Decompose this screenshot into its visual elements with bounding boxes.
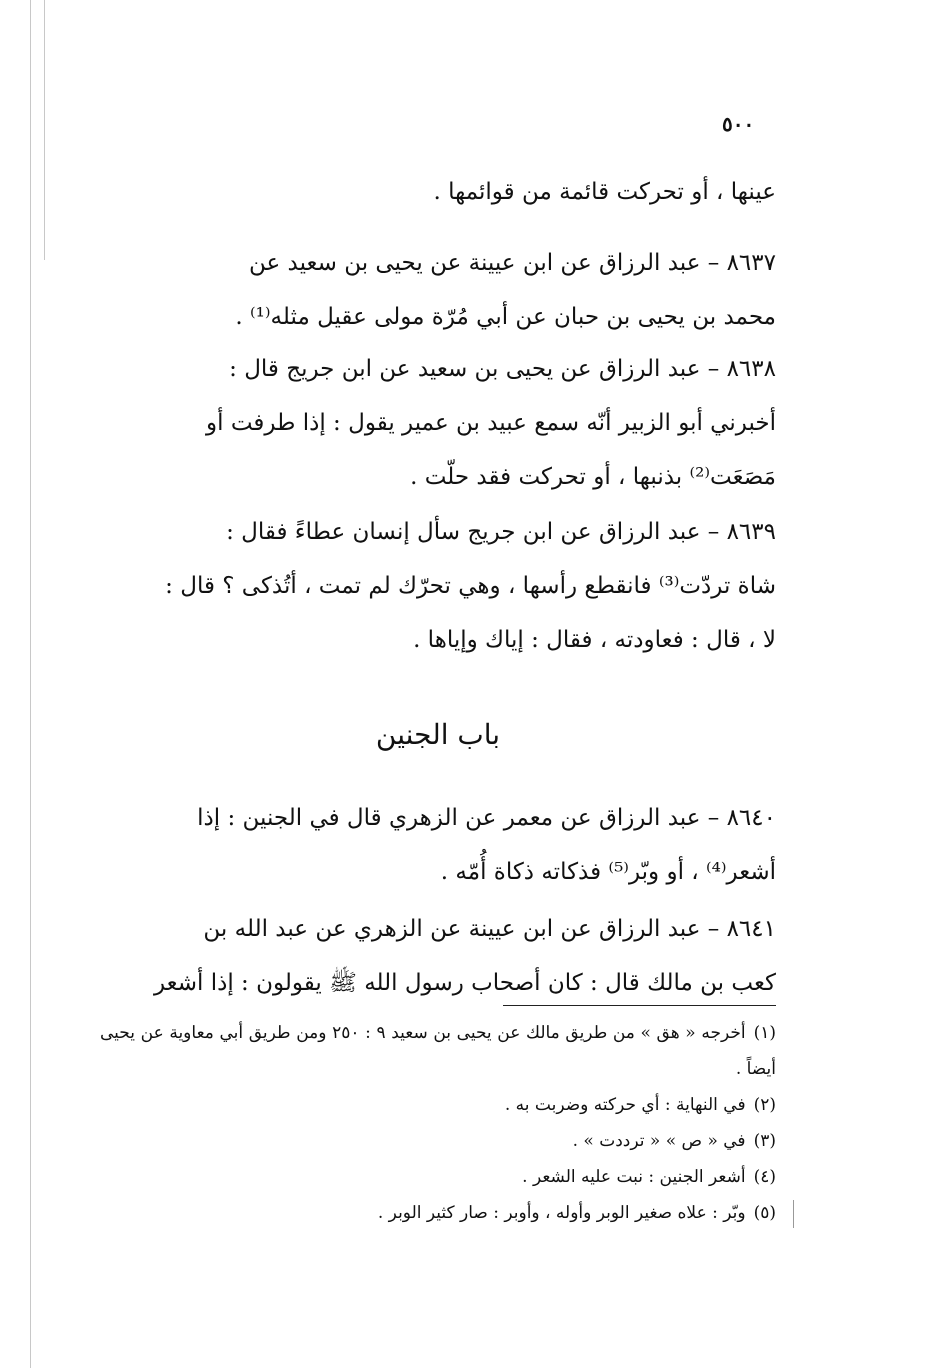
- footnote-item: [100, 1159, 776, 1195]
- scan-margin-line: [44, 0, 45, 260]
- footnote-number: (٤): [753, 1167, 776, 1187]
- text-line: شاة تردّت⁽³⁾ فانقطع رأسها ، وهي تحرّك لم تمت ، أتُذكى ؟ قال :: [165, 573, 776, 599]
- page-number: ٥٠٠: [722, 112, 755, 136]
- hadith-8639: [100, 505, 776, 667]
- footnote-item: [100, 1087, 776, 1123]
- footnote-item: [100, 1195, 776, 1231]
- text-line: لا ، قال : فعاودته ، فقال : إياك وإياها .: [413, 627, 776, 653]
- footnote-divider: [503, 1005, 776, 1006]
- footnote-text: وبّر : علاه صغير الوبر وأوله ، وأوبر : صار كثير الوبر .: [377, 1203, 746, 1223]
- text-line: ٨٦٣٩ – عبد الرزاق عن ابن جريج سأل إنسان عطاءً فقال :: [226, 519, 776, 545]
- footnote-text: في « ص » « ترددت » .: [572, 1131, 746, 1151]
- hadith-8638: [100, 342, 776, 504]
- text-line: عينها ، أو تحركت قائمة من قوائمها .: [433, 179, 776, 205]
- text-line: ٨٦٤١ – عبد الرزاق عن ابن عيينة عن الزهري عن عبد الله بن: [203, 916, 776, 942]
- footnotes-list: [100, 1015, 776, 1231]
- text-line: ٨٦٤٠ – عبد الرزاق عن معمر عن الزهري قال في الجنين : إذا: [197, 805, 776, 831]
- text-line: أخبرني أبو الزبير أنّه سمع عبيد بن عمير يقول : إذا طرفت أو: [206, 410, 776, 436]
- chapter-heading: باب الجنين: [375, 718, 501, 751]
- footnote-number: (١): [753, 1023, 776, 1043]
- paragraph-continuation: [100, 165, 776, 219]
- text-line: ٨٦٣٨ – عبد الرزاق عن يحيى بن سعيد عن ابن جريج قال :: [229, 356, 776, 382]
- footnote-text: أشعر الجنين : نبت عليه الشعر .: [522, 1167, 746, 1187]
- text-line: محمد بن يحيى بن حبان عن أبي مُرّة مولى عقيل مثله⁽¹⁾ .: [235, 304, 776, 330]
- text-line: ٨٦٣٧ – عبد الرزاق عن ابن عيينة عن يحيى بن سعيد عن: [248, 250, 776, 276]
- footnote-text: أخرجه « هق » من طريق مالك عن يحيى بن سعيد ٩ : ٢٥٠ ومن طريق أبي معاوية عن يحيى أيضاً .: [100, 1023, 776, 1079]
- footnote-item: [100, 1015, 776, 1087]
- footnote-item: [100, 1123, 776, 1159]
- hadith-8640: [100, 791, 776, 899]
- scan-margin-line: [793, 1200, 794, 1228]
- footnote-number: (٥): [753, 1203, 776, 1223]
- text-line: أشعر⁽⁴⁾ ، أو وبّر⁽⁵⁾ فذكاته ذكاة أُمّه .: [440, 859, 776, 885]
- text-line: مَصَعَت⁽²⁾ بذنبها ، أو تحركت فقد حلّت .: [410, 464, 776, 490]
- hadith-8637: [100, 236, 776, 344]
- footnote-number: (٣): [753, 1131, 776, 1151]
- footnote-number: (٢): [753, 1095, 776, 1115]
- scan-margin-line: [30, 0, 31, 1368]
- hadith-8641: [100, 902, 776, 1010]
- footnote-text: في النهاية : أي حركته وضربت به .: [504, 1095, 746, 1115]
- text-line: كعب بن مالك قال : كان أصحاب رسول الله ﷺ يقولون : إذا أشعر: [153, 970, 776, 996]
